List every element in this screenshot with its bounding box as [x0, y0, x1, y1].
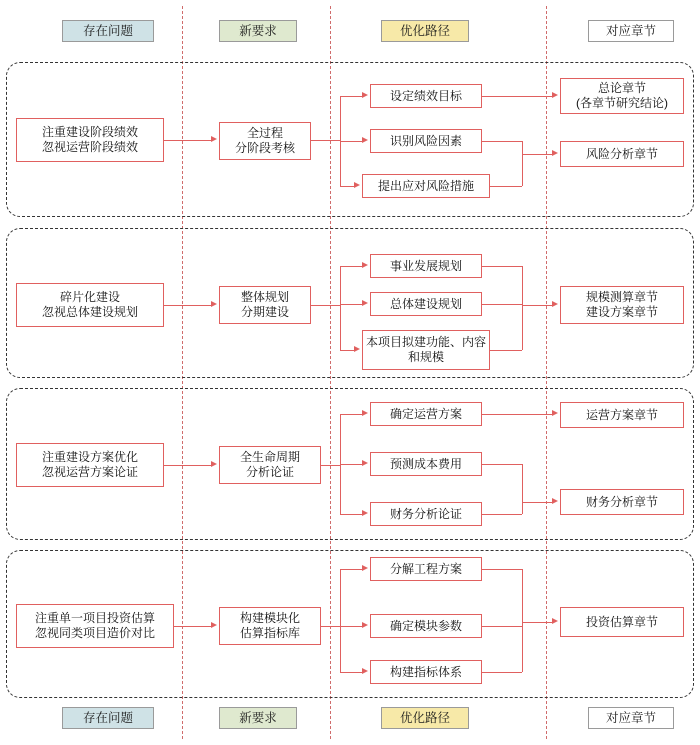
connector-g4-bus-path2 — [340, 626, 362, 627]
arrowhead-g1-path1 — [362, 92, 368, 98]
header-label-optimization: 优化路径 — [381, 20, 469, 42]
group-4-requirement-box — [219, 607, 321, 645]
group-1-problem-box — [16, 118, 164, 162]
group-2-problem-line2: 忽视总体建设规划 — [41, 305, 138, 319]
connector-g3-path1-chapter1 — [482, 414, 552, 415]
connector-g1-path3-right — [490, 186, 522, 187]
group-3-path-box-2: 预测成本费用 — [370, 452, 482, 476]
arrowhead-g3-path3 — [362, 510, 368, 516]
group-1-problem-line1: 注重建设阶段绩效 — [41, 125, 138, 139]
footer-label-optimization: 优化路径 — [381, 707, 469, 729]
connector-g4-bus-path1 — [340, 569, 362, 570]
bus-g3-right-vertical — [522, 464, 523, 514]
group-2-path-box-2: 总体建设规划 — [370, 292, 482, 316]
connector-g2-bus-path2 — [340, 304, 362, 305]
group-2-chapter-1-line2: 建设方案章节 — [585, 305, 658, 319]
group-3-path-box-3: 财务分析论证 — [370, 502, 482, 526]
arrowhead-g1-chapter1 — [552, 92, 558, 98]
group-4-path-box-3: 构建指标体系 — [370, 660, 482, 684]
group-1-chapter-box-2: 风险分析章节 — [560, 141, 684, 167]
connector-g2-problem-requirement — [164, 305, 211, 306]
connector-g3-bus-path2 — [340, 464, 362, 465]
group-4-chapter-box-1: 投资估算章节 — [560, 607, 684, 637]
arrowhead-g2-chapter1 — [552, 301, 558, 307]
bus-g1-right-vertical — [522, 141, 523, 186]
arrowhead-g2-path1 — [362, 262, 368, 268]
group-1-chapter-1-line1: 总论章节 — [597, 81, 646, 95]
group-1-path-box-2: 识别风险因素 — [370, 129, 482, 153]
arrowhead-g1-path2 — [362, 137, 368, 143]
connector-g2-bus-path1 — [340, 266, 362, 267]
footer-label-chapters: 对应章节 — [588, 707, 674, 729]
connector-g2-path2-right — [482, 304, 522, 305]
group-4-path-box-1: 分解工程方案 — [370, 557, 482, 581]
connector-g2-bus-path3 — [340, 350, 354, 351]
group-3-path-box-1: 确定运营方案 — [370, 402, 482, 426]
bus-g4-vertical — [340, 569, 341, 672]
arrowhead-g2-problem-requirement — [211, 301, 217, 307]
group-2-path-3-label: 本项目拟建功能、内容和规模 — [365, 335, 486, 364]
connector-g3-path2-right — [482, 464, 522, 465]
group-3-requirement-line2: 分析论证 — [245, 465, 294, 479]
connector-g1-problem-requirement — [164, 140, 211, 141]
connector-g3-path3-right — [482, 514, 522, 515]
bus-g2-right-vertical — [522, 266, 523, 350]
bus-g4-right-vertical — [522, 569, 523, 672]
arrowhead-g4-chapter1 — [552, 618, 558, 624]
group-3-problem-line1: 注重建设方案优化 — [41, 450, 138, 464]
arrowhead-g3-chapter1 — [552, 410, 558, 416]
connector-g4-bus-path3 — [340, 672, 362, 673]
connector-g4-path1-right — [482, 569, 522, 570]
group-3-requirement-line1: 全生命周期 — [239, 450, 300, 464]
connector-g3-problem-requirement — [164, 465, 211, 466]
arrowhead-g1-path3 — [354, 182, 360, 188]
header-label-chapters: 对应章节 — [588, 20, 674, 42]
connector-g1-path2-right — [482, 141, 522, 142]
group-4-problem-line2: 忽视同类项目造价对比 — [34, 626, 155, 640]
connector-g1-bus-path2 — [340, 141, 362, 142]
group-1-path-box-3: 提出应对风险措施 — [362, 174, 490, 198]
arrowhead-g3-problem-requirement — [211, 461, 217, 467]
connector-g2-path1-right — [482, 266, 522, 267]
group-2-requirement-box — [219, 286, 311, 324]
connector-g4-path2-right — [482, 626, 522, 627]
bus-g2-vertical — [340, 266, 341, 350]
connector-g4-path3-right — [482, 672, 522, 673]
connector-g4-right-chapter1 — [522, 622, 552, 623]
group-3-chapter-box-2: 财务分析章节 — [560, 489, 684, 515]
group-3-problem-box — [16, 443, 164, 487]
header-label-problems: 存在问题 — [62, 20, 154, 42]
arrowhead-g3-path1 — [362, 410, 368, 416]
group-1-requirement-line2: 分阶段考核 — [234, 141, 295, 155]
arrowhead-g4-path1 — [362, 565, 368, 571]
connector-g4-requirement-bus — [321, 626, 340, 627]
footer-label-requirements: 新要求 — [219, 707, 297, 729]
arrowhead-g4-path2 — [362, 622, 368, 628]
group-1-requirement-line1: 全过程 — [246, 126, 283, 140]
group-1-chapter-box-1 — [560, 78, 684, 114]
arrowhead-g2-path2 — [362, 300, 368, 306]
group-1-problem-line2: 忽视运营阶段绩效 — [41, 140, 138, 154]
group-4-path-box-2: 确定模块参数 — [370, 614, 482, 638]
arrowhead-g2-path3 — [354, 346, 360, 352]
connector-g3-bus-path3 — [340, 514, 362, 515]
connector-g3-requirement-bus — [321, 465, 340, 466]
group-2-chapter-1-line1: 规模测算章节 — [585, 290, 658, 304]
header-label-requirements: 新要求 — [219, 20, 297, 42]
group-2-problem-box — [16, 283, 164, 327]
connector-g2-path3-right — [490, 350, 522, 351]
group-2-path-box-3 — [362, 330, 490, 370]
group-2-path-box-1: 事业发展规划 — [370, 254, 482, 278]
footer-label-problems: 存在问题 — [62, 707, 154, 729]
group-3-chapter-box-1: 运营方案章节 — [560, 402, 684, 428]
connector-g1-right-chapter2 — [522, 154, 552, 155]
group-3-requirement-box — [219, 446, 321, 484]
group-4-problem-line1: 注重单一项目投资估算 — [34, 611, 155, 625]
arrowhead-g4-path3 — [362, 668, 368, 674]
group-1-chapter-1-line2: (各章节研究结论) — [576, 96, 668, 110]
connector-g2-requirement-bus — [311, 305, 340, 306]
connector-g2-right-chapter1 — [522, 305, 552, 306]
group-4-requirement-line2: 估算指标库 — [239, 626, 300, 640]
connector-g3-right-chapter2 — [522, 502, 552, 503]
connector-g1-requirement-bus — [311, 140, 340, 141]
connector-g1-path1-chapter1 — [482, 96, 552, 97]
arrowhead-g4-problem-requirement — [211, 622, 217, 628]
connector-g3-bus-path1 — [340, 414, 362, 415]
connector-g4-problem-requirement — [174, 626, 211, 627]
group-2-chapter-box-1 — [560, 286, 684, 324]
arrowhead-g3-path2 — [362, 460, 368, 466]
connector-g1-bus-path1 — [340, 96, 362, 97]
connector-g1-bus-path3 — [340, 186, 354, 187]
group-2-problem-line1: 碎片化建设 — [59, 290, 120, 304]
group-4-problem-box — [16, 604, 174, 648]
group-3-problem-line2: 忽视运营方案论证 — [41, 465, 138, 479]
group-1-path-box-1: 设定绩效目标 — [370, 84, 482, 108]
arrowhead-g1-chapter2 — [552, 150, 558, 156]
group-2-requirement-line2: 分期建设 — [240, 305, 289, 319]
group-2-requirement-line1: 整体规划 — [240, 290, 289, 304]
group-1-requirement-box — [219, 122, 311, 160]
arrowhead-g3-chapter2 — [552, 498, 558, 504]
group-4-requirement-line1: 构建模块化 — [239, 611, 300, 625]
arrowhead-g1-problem-requirement — [211, 136, 217, 142]
